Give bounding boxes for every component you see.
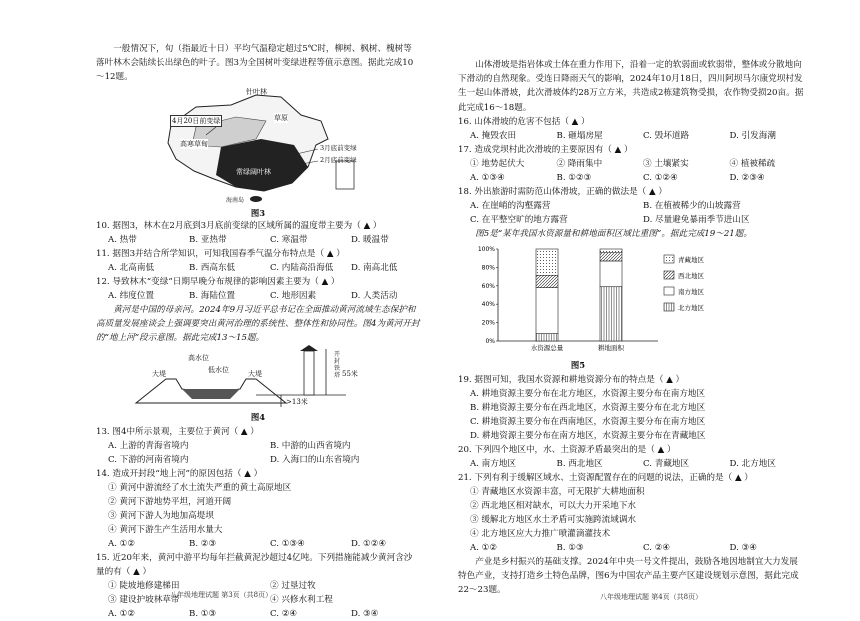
q17-item-1: ① 地势起伏大 xyxy=(470,158,525,169)
x-category-label: 耕地面积 xyxy=(598,344,624,353)
legend-label: 北方地区 xyxy=(678,304,704,313)
q15-item-3: ③ 建设护坡林草带 xyxy=(108,595,180,606)
map-label-coniferous: 针叶林 xyxy=(246,87,267,96)
fig4-label-tower: 开封铁塔 xyxy=(334,351,341,380)
q13-option-a[interactable]: A. 上游的青海省境内 xyxy=(108,441,189,452)
q17-option-d[interactable]: D. ②③④ xyxy=(729,172,765,183)
map-label-end-march: 3月底前变绿 xyxy=(320,143,357,152)
bar-segment xyxy=(600,261,622,287)
q20-option-c[interactable]: C. 青藏地区 xyxy=(643,459,690,470)
q11-option-b[interactable]: B. 西高东低 xyxy=(189,262,236,273)
q14-item-3: ③ 黄河下游人为地加高堤坝 xyxy=(108,511,214,522)
q19-option-c[interactable]: C. 耕地资源主要分布在西南地区，水资源主要分布在南方地区 xyxy=(470,417,706,428)
y-tick-label: 20% xyxy=(481,319,495,327)
bar-segment xyxy=(536,334,558,341)
q14-option-c[interactable]: C. ①③④ xyxy=(270,539,305,550)
q17-option-a[interactable]: A. ①③④ xyxy=(470,172,505,183)
levee-cross-section-icon xyxy=(96,345,396,415)
map-label-hainan: 海南岛 xyxy=(226,196,245,204)
q18-option-b[interactable]: B. 在植被稀少的山坡露营 xyxy=(643,200,741,211)
q14-option-a[interactable]: A. ①② xyxy=(108,539,136,550)
bar-segment xyxy=(536,249,558,276)
figure-4-caption: 图4 xyxy=(250,412,266,423)
q14-item-2: ② 黄河下游地势平坦，河道开阔 xyxy=(108,497,232,508)
intro-passage: 一般情况下，旬（指最近十日）平均气温稳定超过5℃时，柳树、枫树、槐树等落叶林木会陆续长出绿色的叶子。图3为全国树叶变绿进程等值示意图。据此完成10～12题。 xyxy=(96,44,414,83)
q20-options xyxy=(458,457,804,471)
q11-stem: 11. 据图3并结合所学知识，可知我国春季气温分布特点是（ ▲ ） xyxy=(96,248,345,259)
left-page xyxy=(0,0,430,620)
legend-swatch xyxy=(664,271,674,279)
q10-option-b[interactable]: B. 亚热带 xyxy=(189,234,227,245)
q19-stem: 19. 据图可知，我国水资源和耕地资源分布的特点是（ ▲ ） xyxy=(458,375,685,386)
q17-options xyxy=(458,171,804,185)
map-label-april20: 4月20日前变绿 xyxy=(172,116,221,125)
q15-option-d[interactable]: D. ③④ xyxy=(351,609,379,620)
y-tick-label: 80% xyxy=(481,264,495,272)
q17-items xyxy=(458,157,804,171)
q20-option-b[interactable]: B. 西北地区 xyxy=(556,459,603,470)
q12-option-a[interactable]: A. 纬度位置 xyxy=(108,290,155,301)
bar-segment xyxy=(536,288,558,334)
q17-option-b[interactable]: B. ①②③ xyxy=(556,172,592,183)
q21-item-2: ② 西北地区相对缺水，可以大力开采地下水 xyxy=(470,501,637,512)
q21-item-4: ④ 北方地区应大力推广喷灌滴灌技术 xyxy=(470,529,611,540)
legend-label: 青藏地区 xyxy=(678,256,704,265)
q10-options xyxy=(96,233,420,247)
q14-option-d[interactable]: D. ①②④ xyxy=(351,539,387,550)
q16-stem: 16. 山体滑坡的危害不包括（ ▲ ） xyxy=(458,116,590,127)
fig4-label-55m: 55米 xyxy=(342,370,358,379)
q21-option-a[interactable]: A. ①② xyxy=(470,543,498,554)
q14-item-4: ④ 黄河下游生产生活用水量大 xyxy=(108,525,223,536)
q15-option-a[interactable]: A. ①② xyxy=(108,609,136,620)
q17-item-3: ③ 土壤紧实 xyxy=(643,158,689,169)
q16-option-c[interactable]: C. 毁坏道路 xyxy=(643,130,690,141)
right-page-footer: 八年级地理试题 第4页（共8页） xyxy=(600,593,703,601)
q13-option-c[interactable]: C. 下游的河南省境内 xyxy=(108,455,189,466)
q21-option-c[interactable]: C. ②④ xyxy=(643,543,671,554)
q11-option-c[interactable]: C. 内陆高沿海低 xyxy=(270,262,334,273)
legend-label: 西北地区 xyxy=(678,272,704,281)
landslide-passage: 山体滑坡是指岩体或土体在重力作用下，沿着一定的软弱面或软弱带，整体或分散地向下滑动的自然现象。受连日降雨天气的影响，2024年10月18日，四川阿坝马尔康党坝村发生一起山体滑坡，此次滑坡体约28万立方米，共造成2栋建筑物受损，农作物受损20亩。据此完成16～18题。 xyxy=(458,60,804,113)
figure-5-intro: 图5是“某年我国水资源量和耕地面积区域比重图”。据此完成19～21题。 xyxy=(475,228,752,239)
q20-stem: 20. 下列四个地区中，水、土资源矛盾最突出的是（ ▲ ） xyxy=(458,445,676,456)
q15-item-2: ② 过垦过牧 xyxy=(270,581,316,592)
fig4-label-13m: >13米 xyxy=(286,398,308,407)
figure-5-caption: 图5 xyxy=(570,360,586,371)
q11-option-d[interactable]: D. 南高北低 xyxy=(351,262,398,273)
fig4-label-high-water: 高水位 xyxy=(188,354,209,363)
legend-label: 南方地区 xyxy=(678,288,704,297)
q16-options xyxy=(458,129,804,143)
q12-option-c[interactable]: C. 地形因素 xyxy=(270,290,317,301)
fig4-label-low-water: 低水位 xyxy=(208,366,229,375)
q15-item-1: ① 陡坡地修建梯田 xyxy=(108,581,180,592)
q15-option-b[interactable]: B. ①③ xyxy=(189,609,217,620)
q21-option-d[interactable]: D. ③④ xyxy=(729,543,757,554)
fig4-label-levee-left: 大堤 xyxy=(152,370,166,379)
map-label-alpine-meadow: 高寒草甸 xyxy=(180,139,208,148)
q17-option-c[interactable]: C. ①②④ xyxy=(643,172,678,183)
legend-swatch xyxy=(664,255,674,263)
q20-option-d[interactable]: D. 北方地区 xyxy=(729,459,776,470)
q14-stem: 14. 造成开封段“地上河”的原因包括（ ▲ ） xyxy=(96,469,263,480)
y-tick-label: 0% xyxy=(485,338,495,346)
map-label-end-feb: 2月底前变绿 xyxy=(320,155,357,164)
y-tick-label: 100% xyxy=(477,246,495,254)
fig4-label-levee-right: 大堤 xyxy=(248,370,262,379)
bar-segment xyxy=(536,276,558,288)
q12-options xyxy=(96,289,420,303)
q17-item-2: ② 降雨集中 xyxy=(556,158,603,169)
q10-option-a[interactable]: A. 热带 xyxy=(108,234,137,245)
right-page xyxy=(430,0,860,608)
q15-stem: 15. 近20年来，黄河中游平均每年拦截黄泥沙超过4亿吨。下列措施能减少黄河含沙量的有（ ▲ ） xyxy=(96,553,413,578)
q20-option-a[interactable]: A. 南方地区 xyxy=(470,459,517,470)
q12-stem: 12. 导致林木“变绿”日期早晚分布规律的影响因素主要为（ ▲ ） xyxy=(96,276,340,287)
q12-option-b[interactable]: B. 海陆位置 xyxy=(189,290,236,301)
q21-option-b[interactable]: B. ①③ xyxy=(556,543,584,554)
q21-item-3: ③ 缓解北方地区水土矛盾可实施跨流域调水 xyxy=(470,515,637,526)
q19-option-b[interactable]: B. 耕地资源主要分布在西北地区，水资源主要分布在北方地区 xyxy=(470,403,706,414)
q13-option-d[interactable]: D. 入海口的山东省境内 xyxy=(270,455,360,466)
q16-option-b[interactable]: B. 砸塌房屋 xyxy=(556,130,603,141)
q18-options xyxy=(458,199,804,227)
q13-stem: 13. 图4中所示景观，主要位于黄河（ ▲ ） xyxy=(96,427,259,438)
q17-stem: 17. 造成党坝村此次滑坡的主要原因有（ ▲ ） xyxy=(458,144,633,155)
q18-option-d[interactable]: D. 尽量避免暴雨季节进山区 xyxy=(643,214,750,225)
q18-option-a[interactable]: A. 在崖峭的沟壑露营 xyxy=(470,200,551,211)
map-label-evergreen: 常绿阔叶林 xyxy=(236,167,271,176)
q10-option-c[interactable]: C. 寒温带 xyxy=(270,234,308,245)
bar-segment xyxy=(600,249,622,253)
bar-segment xyxy=(600,253,622,261)
yellow-river-passage: 黄河是中国的母亲河。2024年9月习近平总书记在全面推动黄河流域生态保护和高质量发展座谈会上强调要突出黄河治理的系统性、整体性和协同性。图4为黄河开封的“地上河”段示意图。据此完成13～15题。 xyxy=(96,304,420,344)
figure-5-chart xyxy=(458,241,804,373)
q13-option-b[interactable]: B. 中游的山西省境内 xyxy=(270,441,351,452)
x-category-label: 水资源总量 xyxy=(530,344,564,353)
q18-option-c[interactable]: C. 在平整空旷的地方露营 xyxy=(470,214,568,225)
q16-option-d[interactable]: D. 引发海潮 xyxy=(729,130,776,141)
q21-item-1: ① 青藏地区水资源丰富，可无限扩大耕地面积 xyxy=(470,487,645,498)
q19-option-a[interactable]: A. 耕地资源主要分布在北方地区，水资源主要分布在南方地区 xyxy=(470,389,706,400)
q15-options xyxy=(96,607,420,621)
bar-segment xyxy=(600,287,622,341)
q10-stem: 10. 据图3，林木在2月底到3月底前变绿的区域所属的温度带主要为（ ▲ ） xyxy=(96,220,382,231)
left-page-footer: 八年级地理试题 第3页（共8页） xyxy=(170,591,273,599)
stacked-bar-chart xyxy=(458,241,758,361)
q14-item-1: ① 黄河中游流经了水土流失严重的黄土高原地区 xyxy=(108,483,292,494)
q12-option-d[interactable]: D. 人类活动 xyxy=(351,290,398,301)
q17-item-4: ④ 植被稀疏 xyxy=(729,158,776,169)
legend-swatch xyxy=(664,287,674,295)
q15-item-4: ④ 兴修水利工程 xyxy=(270,595,333,606)
y-tick-label: 60% xyxy=(481,282,495,290)
q14-options xyxy=(96,537,420,551)
figure-3-map xyxy=(96,87,420,219)
q21-options xyxy=(458,541,804,555)
figure-4-diagram xyxy=(96,345,420,425)
q13-options xyxy=(96,439,420,467)
q21-stem: 21. 下列有利于缓解区域水、土资源配置存在的问题的说法，正确的是（ ▲ ） xyxy=(458,473,753,484)
map-label-grassland: 草原 xyxy=(274,113,288,122)
y-tick-label: 40% xyxy=(481,301,495,309)
q18-stem: 18. 外出旅游时需防范山体滑坡，正确的做法是（ ▲ ） xyxy=(458,186,667,197)
figure-3-caption: 图3 xyxy=(250,207,266,218)
q11-option-a[interactable]: A. 北高南低 xyxy=(108,262,155,273)
q15-option-c[interactable]: C. ②④ xyxy=(270,609,298,620)
q10-option-d[interactable]: D. 暖温带 xyxy=(351,234,389,245)
china-map-icon xyxy=(96,87,426,207)
final-passage: 产业是乡村振兴的基础支撑。2024年中央一号文件提出，鼓励各地因地制宜大力发展特色产业，支持打造乡土特色品牌，图6为中国农产品主要产区建设规划示意图，据此完成22～23题。 xyxy=(458,557,799,596)
q16-option-a[interactable]: A. 掩毁农田 xyxy=(470,130,517,141)
q19-option-d[interactable]: D. 耕地资源主要分布在南方地区，水资源主要分布在青藏地区 xyxy=(470,431,706,442)
q14-option-b[interactable]: B. ②③ xyxy=(189,539,217,550)
q11-options xyxy=(96,261,420,275)
legend-swatch xyxy=(664,303,674,311)
